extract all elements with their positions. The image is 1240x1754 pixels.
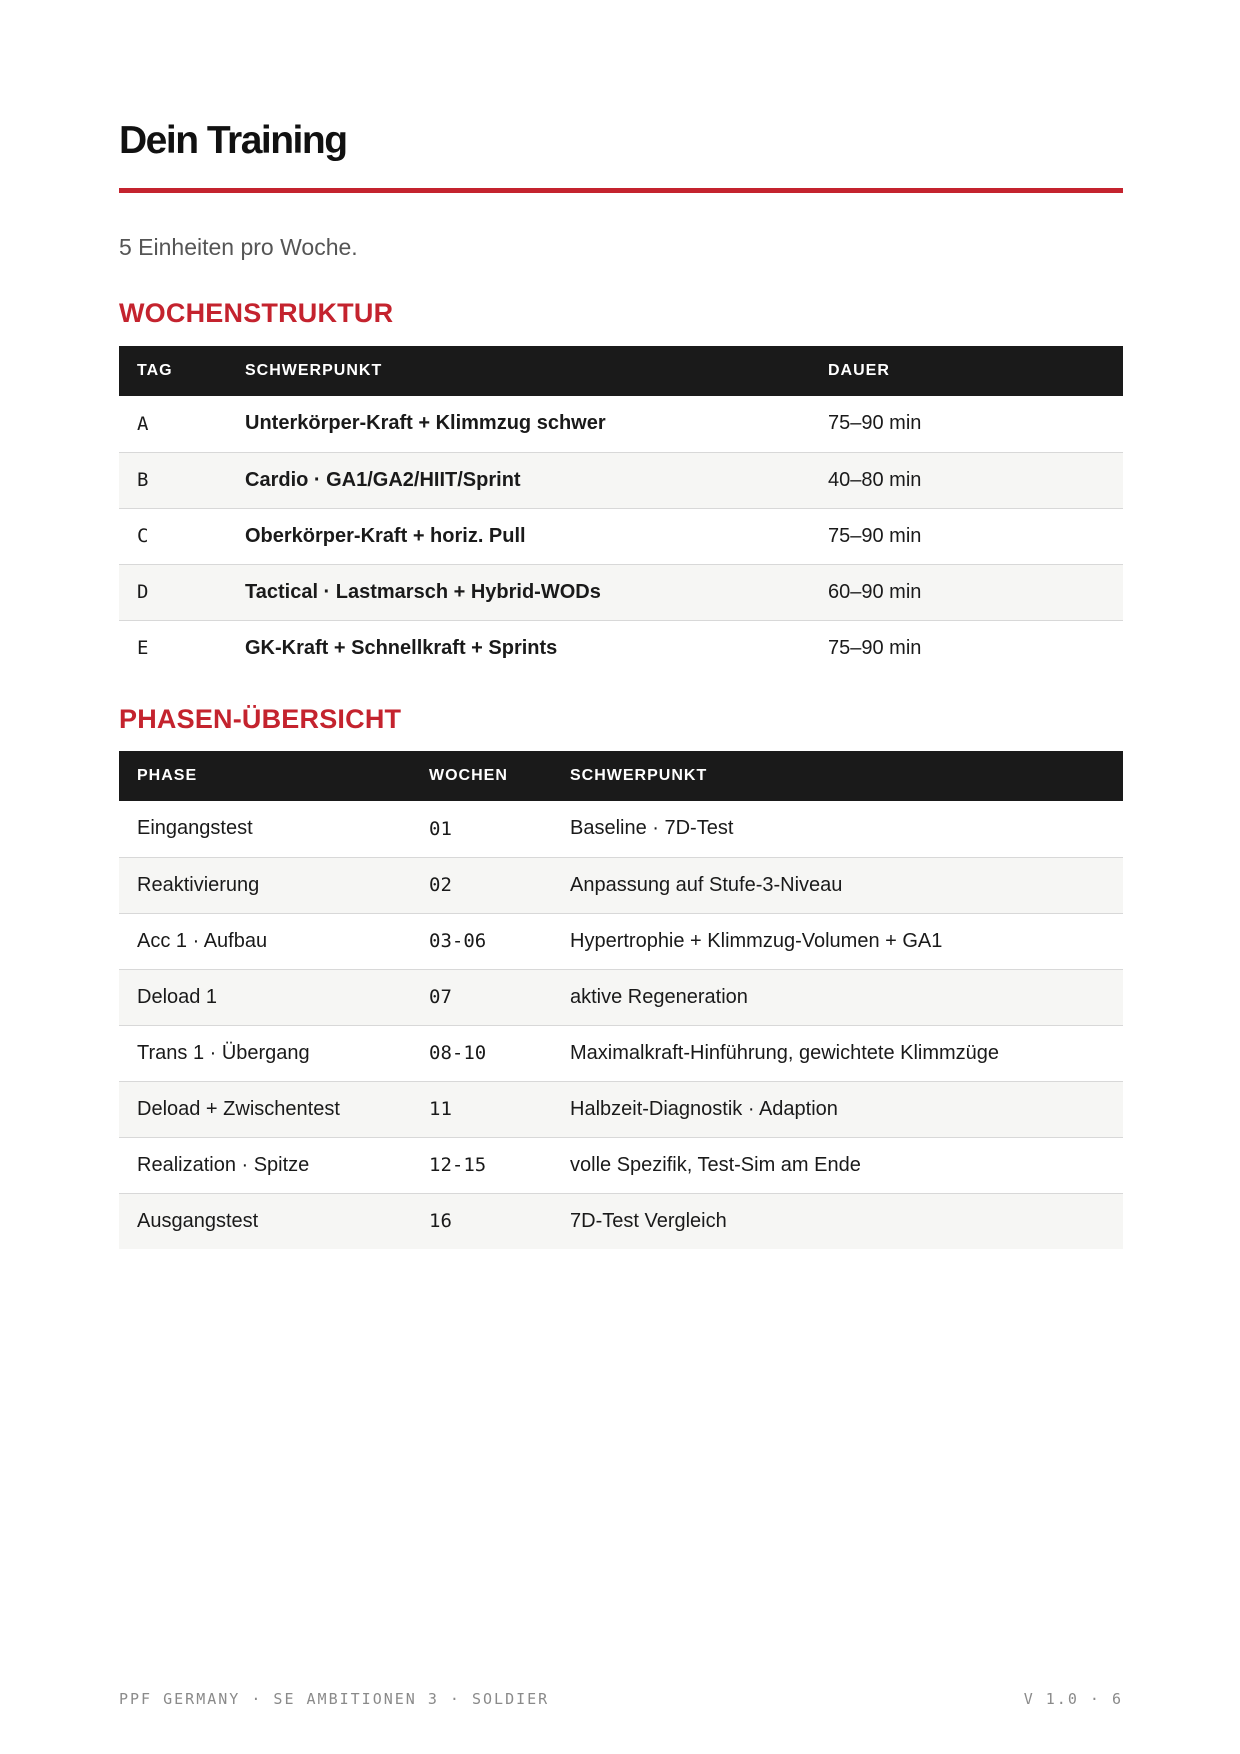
title-divider	[119, 188, 1123, 193]
table-header-row	[119, 346, 1123, 396]
cell-focus: volle Spezifik, Test-Sim am Ende	[552, 1137, 1123, 1193]
table-row	[119, 564, 1123, 620]
cell-duration: 75–90 min	[810, 508, 1123, 564]
cell-focus: 7D-Test Vergleich	[552, 1193, 1123, 1249]
phase-overview-table	[119, 751, 1123, 1249]
cell-duration: 75–90 min	[828, 636, 922, 659]
cell-weeks: 07	[411, 969, 552, 1025]
cell-weeks: 02	[411, 857, 552, 913]
cell-phase: Trans 1 · Übergang	[119, 1025, 411, 1081]
cell-phase: Ausgangstest	[119, 1193, 411, 1249]
cell-tag: D	[119, 564, 227, 620]
cell-weeks: 16	[411, 1193, 552, 1249]
table-row	[119, 508, 1123, 564]
cell-phase: Reaktivierung	[119, 857, 411, 913]
cell-tag: B	[119, 452, 227, 508]
cell-tag: E	[137, 637, 149, 660]
cell-duration: 75–90 min	[810, 396, 1123, 452]
column-header-tag: TAG	[119, 346, 227, 396]
cell-phase: Realization · Spitze	[119, 1137, 411, 1193]
table-row	[119, 1025, 1123, 1081]
table-row	[119, 1193, 1123, 1249]
table-row	[119, 1081, 1123, 1137]
column-header-focus: SCHWERPUNKT	[227, 346, 810, 396]
table-row	[119, 1137, 1123, 1193]
cell-phase: Deload + Zwischentest	[119, 1081, 411, 1137]
page-title: Dein Training	[119, 119, 347, 162]
week-structure-table	[119, 346, 1123, 676]
footer-page-number: V 1.0 · 6	[1023, 1690, 1123, 1708]
cell-weeks: 08-10	[411, 1025, 552, 1081]
cell-focus: Halbzeit-Diagnostik · Adaption	[552, 1081, 1123, 1137]
week-structure-heading: WOCHENSTRUKTUR	[119, 298, 394, 328]
cell-weeks: 12-15	[411, 1137, 552, 1193]
column-header-weeks: WOCHEN	[411, 751, 552, 801]
column-header-duration: DAUER	[810, 346, 1123, 396]
cell-focus: Oberkörper-Kraft + horiz. Pull	[227, 508, 810, 564]
cell-weeks: 11	[411, 1081, 552, 1137]
cell-focus: Anpassung auf Stufe-3-Niveau	[552, 857, 1123, 913]
cell-phase: Acc 1 · Aufbau	[119, 913, 411, 969]
table-row	[119, 857, 1123, 913]
cell-focus: Hypertrophie + Klimmzug-Volumen + GA1	[552, 913, 1123, 969]
phase-overview-heading: PHASEN-ÜBERSICHT	[119, 704, 402, 734]
table-row	[119, 969, 1123, 1025]
footer-left-text: PPF GERMANY · SE AMBITIONEN 3 · SOLDIER	[119, 1690, 550, 1708]
cell-focus: Tactical · Lastmarsch + Hybrid-WODs	[227, 564, 810, 620]
cell-tag: C	[119, 508, 227, 564]
cell-duration: 60–90 min	[810, 564, 1123, 620]
table-row	[119, 396, 1123, 452]
cell-weeks: 01	[411, 801, 552, 857]
table-row	[119, 452, 1123, 508]
cell-focus: Baseline · 7D-Test	[552, 801, 1123, 857]
cell-focus: Unterkörper-Kraft + Klimmzug schwer	[227, 396, 810, 452]
table-row	[119, 801, 1123, 857]
cell-phase: Eingangstest	[119, 801, 411, 857]
table-header-row	[119, 751, 1123, 801]
cell-focus: Cardio · GA1/GA2/HIIT/Sprint	[227, 452, 810, 508]
cell-duration: 40–80 min	[810, 452, 1123, 508]
cell-tag: A	[119, 396, 227, 452]
column-header-phase: PHASE	[119, 751, 411, 801]
table-row	[119, 913, 1123, 969]
cell-focus: Maximalkraft-Hinführung, gewichtete Klimmzüge	[552, 1025, 1123, 1081]
lead-text: 5 Einheiten pro Woche.	[119, 234, 358, 260]
cell-phase: Deload 1	[119, 969, 411, 1025]
table-row	[119, 620, 1123, 676]
cell-focus: aktive Regeneration	[552, 969, 1123, 1025]
column-header-focus: SCHWERPUNKT	[552, 751, 1123, 801]
cell-focus: GK-Kraft + Schnellkraft + Sprints	[245, 636, 558, 659]
cell-weeks: 03-06	[411, 913, 552, 969]
